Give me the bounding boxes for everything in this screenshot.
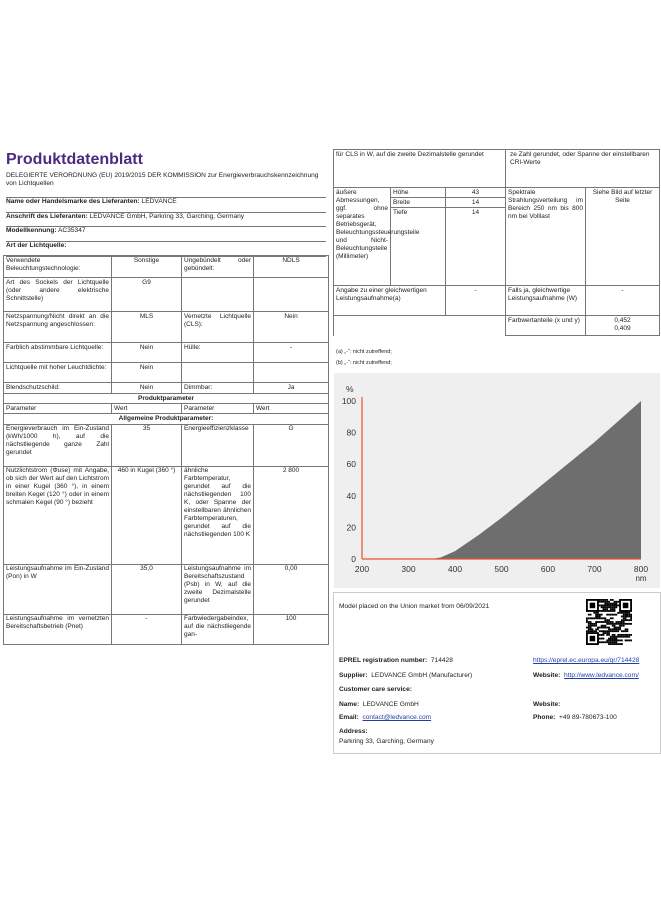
supplier-name-row (6, 197, 326, 206)
eprel-value: 714428 (430, 657, 453, 664)
right-table (333, 149, 660, 336)
cell: NDLS (254, 256, 329, 278)
cell: Siehe Bild auf letzter Seite (586, 188, 660, 286)
eprel-row (339, 657, 453, 665)
cell: 14 (446, 198, 506, 208)
cell: Farbwertanteile (x und y) (506, 316, 586, 336)
cell: MLS (112, 312, 182, 343)
cell: Nutzlichtstrom (Φuse) mit Angabe, ob sich der Wert auf den Lichtstrom in einer Kugel (360 °), in einem breiten Kegel (120 °) oder in einem schmalen Kegel (90 °) bezieht (4, 466, 112, 564)
table-row (4, 312, 329, 343)
cell: 43 (446, 188, 506, 198)
website-link[interactable]: http://www.ledvance.com/ (564, 672, 639, 679)
cell: Breite (391, 198, 446, 208)
cell (182, 363, 254, 383)
cell: Hülle: (182, 343, 254, 363)
cell: Sonstige (112, 256, 182, 278)
chroma-values (586, 316, 660, 336)
cell: Energieeffizienzklasse (182, 424, 254, 466)
table-row (4, 383, 329, 394)
spectrum-chart-svg (334, 373, 660, 588)
table-row (4, 256, 329, 278)
cell (254, 278, 329, 312)
cell: - (254, 343, 329, 363)
address-label: Address: (339, 728, 368, 735)
column-header: Parameter (4, 404, 112, 414)
column-header: Wert (254, 404, 329, 414)
model-label: Modellkennung: (6, 227, 57, 234)
website-label: Website: (533, 672, 561, 679)
cell (182, 278, 254, 312)
qr-code-icon[interactable] (586, 599, 632, 645)
table-header (4, 404, 329, 414)
cell: 2 800 (254, 466, 329, 564)
cc-name-value: LEDVANCE GmbH (362, 701, 419, 708)
supplier-address-row (6, 212, 326, 221)
cell: Nein (112, 383, 182, 394)
page-title: Produktdatenblatt (6, 151, 143, 168)
cell: Farblich abstimmbare Lichtquelle: (4, 343, 112, 363)
table-row (334, 188, 660, 198)
supplier-row (339, 672, 472, 680)
x-tick-label: 300 (401, 564, 416, 574)
cell: Farbwiedergabeindex, auf die nächstliegende gan- (182, 614, 254, 644)
phone-label: Phone: (533, 714, 556, 721)
chroma-x: 0,452 (614, 316, 631, 324)
cell: Nein (254, 312, 329, 343)
cell: 35,0 (112, 564, 182, 614)
cell: - (112, 614, 182, 644)
cell: Netzspannung/Nicht direkt an die Netzspannung angeschlossen: (4, 312, 112, 343)
supplier-value: LEDVANCE GmbH (Manufacturer) (371, 672, 473, 679)
cell: Vernetzte Lichtquelle (CLS): (182, 312, 254, 343)
cell: Falls ja, gleichwertige Leistungsaufnahme (W) (506, 286, 586, 316)
y-tick-label: 20 (346, 522, 356, 533)
x-tick-label: 200 (354, 564, 370, 574)
cell: Verwendete Beleuchtungstechnologie: (4, 256, 112, 278)
table-row (4, 466, 329, 564)
cell: Spektrale Strahlungsverteilung im Bereich 250 nm bis 800 nm bei Volllast (506, 188, 586, 286)
eprel-label: EPREL registration number: (339, 657, 428, 664)
supplier-label: Supplier: (339, 672, 368, 679)
email-row (339, 714, 431, 722)
phone-value: +49 89-780673-100 (559, 714, 617, 721)
regulation-text: DELEGIERTE VERORDNUNG (EU) 2019/2015 DER KOMMISSION zur Energieverbrauchskennzeichnung von Lichtquellen (6, 172, 319, 188)
cell: 14 (446, 208, 506, 286)
supplier-address: LEDVANCE GmbH, Parkring 33, Garching, Germany (89, 213, 245, 220)
table-row (334, 316, 660, 336)
column-header: Parameter (182, 404, 254, 414)
cell: Tiefe (391, 208, 446, 286)
cell (254, 363, 329, 383)
supplier-name-label: Name oder Handelsmarke des Lieferanten: (6, 198, 140, 205)
cell: Höhe (391, 188, 446, 198)
x-tick-label: 500 (494, 564, 509, 574)
cell: Nein (112, 363, 182, 383)
supplier-address-label: Anschrift des Lieferanten: (6, 213, 88, 220)
model-value: AC35347 (58, 227, 86, 234)
y-axis-unit: % (346, 384, 354, 394)
cell: für CLS in W, auf die zweite Dezimalstelle gerundet (334, 150, 506, 188)
phone-row (533, 714, 617, 722)
table-row (334, 286, 660, 316)
spectrum-chart (334, 373, 660, 588)
cell: 0,00 (254, 564, 329, 614)
cell: ze Zahl gerundet, oder Spanne der einstellbaren CRI-Werte (506, 150, 660, 188)
cell: Dimmbar: (182, 383, 254, 394)
cell: Leistungsaufnahme im Ein-Zustand (Pon) in W (4, 564, 112, 614)
cc-website-label: Website: (533, 701, 561, 708)
cell: Leistungsaufnahme im vernetzten Bereitschaftsbetrieb (Pnet) (4, 614, 112, 644)
y-tick-label: 0 (351, 554, 356, 564)
x-tick-label: 400 (447, 564, 463, 574)
params-heading: Produktparameter (4, 394, 329, 404)
cell: Blendschutzschild: (4, 383, 112, 394)
eprel-link[interactable]: https://eprel.ec.europa.eu/qr/714428 (533, 657, 640, 664)
general-heading: Allgemeine Produktparameter: (4, 414, 329, 424)
x-tick-label: 800 (633, 564, 649, 574)
footnote-a: (a) „-“: nicht zutreffend; (336, 349, 392, 355)
column-header: Wert (112, 404, 182, 414)
x-tick-label: 600 (540, 564, 556, 574)
email-label: Email: (339, 714, 359, 721)
cell: - (586, 286, 660, 316)
footnote-b: (b) „-“: nicht zutreffend; (336, 360, 392, 366)
type-table (3, 255, 329, 394)
y-tick-label: 40 (346, 490, 356, 501)
placed-text: Model placed on the Union market from 06/09/2021 (339, 603, 490, 610)
table-row (4, 363, 329, 383)
spectrum-area (362, 401, 641, 559)
x-tick-label: 700 (587, 564, 602, 574)
website-row (533, 672, 639, 680)
dims-label: äußere Abmessungen, ggf. ohne separates Betriebsgerät, Beleuchtungssteuerungsteile und Nicht-Beleuchtungsteile (Millimeter) (334, 188, 391, 286)
customer-heading: Customer care service: (339, 686, 412, 693)
cell: 460 in Kugel (360 °) (112, 466, 182, 564)
cell: Lichtquelle mit hoher Leuchtdichte: (4, 363, 112, 383)
cell: - (446, 286, 506, 316)
y-tick-label: 80 (346, 427, 356, 438)
email-link[interactable]: contact@ledvance.com (362, 714, 432, 721)
cell: Leistungsaufnahme im Bereitschaftszustand (Psb) in W, auf die zweite Dezimalstelle gerundet (182, 564, 254, 614)
y-tick-label: 60 (346, 459, 356, 470)
type-label: Art der Lichtquelle: (6, 242, 67, 249)
cell: 35 (112, 424, 182, 466)
cell: Ja (254, 383, 329, 394)
cell: 100 (254, 614, 329, 644)
chroma-y: 0,409 (614, 324, 631, 332)
params-table (3, 393, 329, 645)
cc-name-label: Name: (339, 701, 360, 708)
supplier-name: LEDVANCE (141, 198, 177, 205)
cell: Art des Sockels der Lichtquelle (oder andere elektrische Schnittstelle) (4, 278, 112, 312)
table-row (4, 278, 329, 312)
table-row (4, 424, 329, 466)
x-axis-unit: nm (635, 574, 647, 583)
model-row (6, 226, 326, 235)
table-row (4, 564, 329, 614)
cell (334, 316, 506, 336)
table-row (334, 150, 660, 188)
cc-name-row (339, 701, 419, 709)
cell: G (254, 424, 329, 466)
cell: ähnliche Farbtemperatur, gerundet auf die nächstliegenden 100 K, oder Spanne der einstellbaren ähnlichen Farbtemperaturen, gerundet auf die nächstliegenden 100 K (182, 466, 254, 564)
y-tick-label: 100 (341, 396, 356, 406)
table-row (4, 343, 329, 363)
table-row (4, 614, 329, 644)
cell: Energieverbrauch im Ein-Zustand (kWh/1000 h), auf die nächstliegende ganze Zahl gerundet (4, 424, 112, 466)
cell: G9 (112, 278, 182, 312)
address-value: Parkring 33, Garching, Germany (339, 738, 434, 745)
cell: Ungebündelt oder gebündelt: (182, 256, 254, 278)
cell: Nein (112, 343, 182, 363)
cell: Angabe zu einer gleichwertigen Leistungsaufnahme(a) (334, 286, 446, 316)
